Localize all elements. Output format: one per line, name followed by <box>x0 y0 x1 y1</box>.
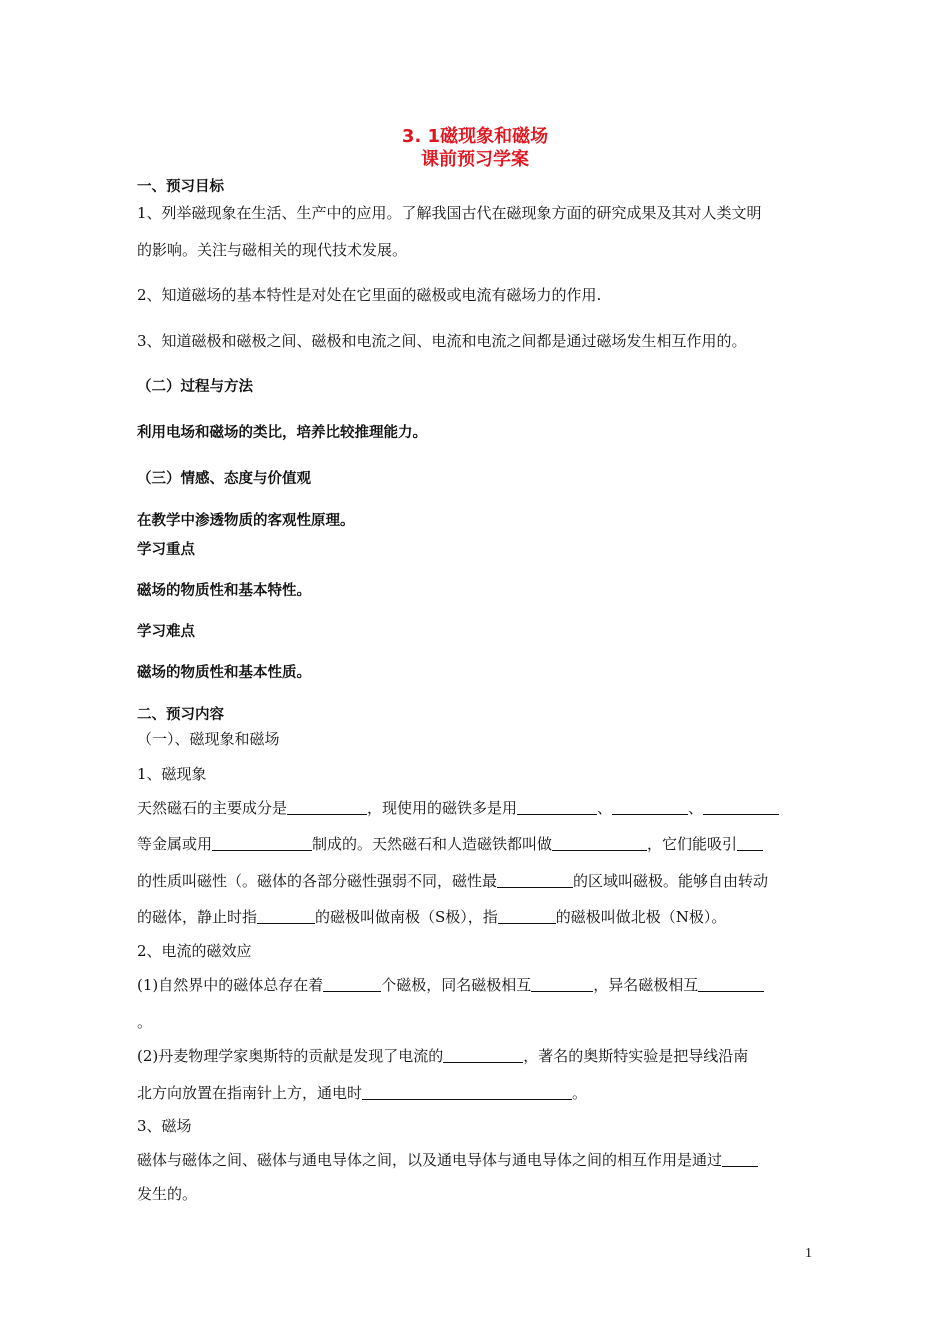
blank[interactable] <box>722 1151 758 1167</box>
fill-line-8: 磁体与磁体之间、磁体与通电导体之间，以及通电导体与通电导体之间的相互作用是通过 <box>137 1150 758 1170</box>
blank[interactable] <box>362 1084 572 1100</box>
section-heading-preview-content: 二、预习内容 <box>137 707 224 723</box>
fill-line-4: 的磁体，静止时指 的磁极叫做南极（S极），指 的磁极叫做北极（N极）。 <box>137 908 727 926</box>
blank[interactable] <box>497 872 573 888</box>
blank[interactable] <box>612 799 688 815</box>
blank[interactable] <box>443 1047 523 1063</box>
current-effect-heading: 2、电流的磁效应 <box>137 942 252 960</box>
blank[interactable] <box>737 835 763 851</box>
blank[interactable] <box>703 799 779 815</box>
blank[interactable] <box>531 976 593 992</box>
subsection-magnetism: （一）、磁现象和磁场 <box>137 730 280 748</box>
blank[interactable] <box>257 908 315 924</box>
blank[interactable] <box>552 835 647 851</box>
goal-2: 2、知道磁场的基本特性是对处在它里面的磁极或电流有磁场力的作用. <box>137 286 602 304</box>
document-title: 3. 1磁现象和磁场 <box>401 126 549 147</box>
fill-line-6: (2)丹麦物理学家奥斯特的贡献是发现了电流的 ，著名的奥斯特实验是把导线沿南 <box>137 1047 749 1065</box>
emotion-heading: （三）情感、态度与价值观 <box>137 471 311 487</box>
magnetic-field-heading: 3、磁场 <box>137 1117 192 1135</box>
blank[interactable] <box>498 908 556 924</box>
difficulties-text: 磁场的物质性和基本性质。 <box>137 665 311 681</box>
goal-3: 3、知道磁极和磁极之间、磁极和电流之间、电流和电流之间都是通过磁场发生相互作用的。 <box>137 332 747 350</box>
magnetism-heading: 1、磁现象 <box>137 765 207 783</box>
blank[interactable] <box>287 799 367 815</box>
page-number: 1 <box>805 1246 812 1261</box>
fill-line-3: 的性质叫磁性（。磁体的各部分磁性强弱不同，磁性最 的区域叫磁极。能够自由转动 <box>137 872 769 890</box>
difficulties-heading: 学习难点 <box>137 624 195 640</box>
fill-line-2: 等金属或用 制成的。天然磁石和人造磁铁都叫做 ，它们能吸引 <box>137 834 763 854</box>
goal-1-line-2: 的影响。关注与磁相关的现代技术发展。 <box>137 241 408 259</box>
emotion-text: 在教学中渗透物质的客观性原理。 <box>137 513 355 529</box>
key-points-heading: 学习重点 <box>137 542 195 558</box>
fill-line-1: 天然磁石的主要成分是 ，现使用的磁铁多是用 、 、 <box>137 798 779 818</box>
goal-1-line-1: 1、列举磁现象在生活、生产中的应用。了解我国古代在磁现象方面的研究成果及其对人类文明 <box>137 204 762 222</box>
fill-line-5-end: 。 <box>137 1013 153 1031</box>
key-points-text: 磁场的物质性和基本特性。 <box>137 583 311 599</box>
fill-line-8-end: 发生的。 <box>137 1185 198 1203</box>
fill-line-5: (1)自然界中的磁体总存在着 个磁极，同名磁极相互 ，异名磁极相互 <box>137 975 764 995</box>
blank[interactable] <box>698 976 764 992</box>
process-text: 利用电场和磁场的类比，培养比较推理能力。 <box>137 425 427 441</box>
blank[interactable] <box>323 976 381 992</box>
fill-line-7: 北方向放置在指南针上方，通电时 。 <box>137 1084 588 1102</box>
section-heading-preview-goals: 一、预习目标 <box>137 179 224 195</box>
blank[interactable] <box>517 799 597 815</box>
document-subtitle: 课前预习学案 <box>421 149 529 170</box>
blank[interactable] <box>212 835 312 851</box>
process-heading: （二）过程与方法 <box>137 379 253 395</box>
